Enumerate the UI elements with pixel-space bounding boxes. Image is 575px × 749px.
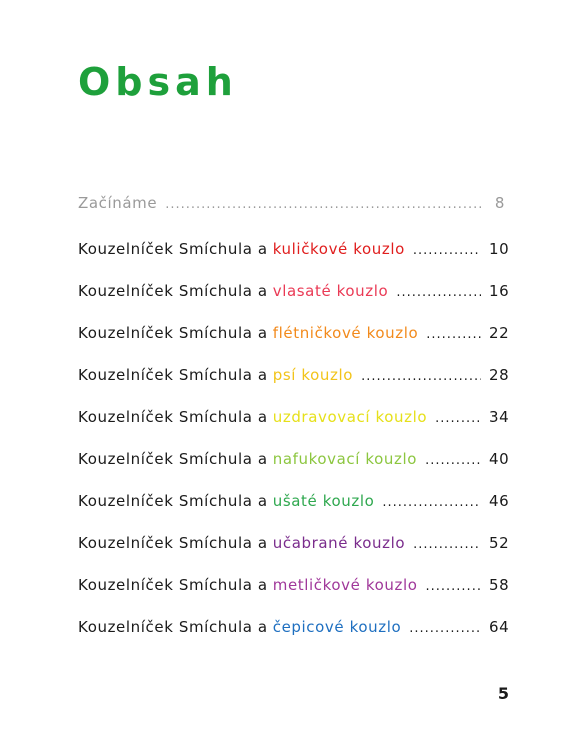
- toc-chapter-row: [78, 618, 510, 644]
- toc-leader-dots: [396, 285, 481, 300]
- chapter-page: 46: [489, 492, 510, 510]
- toc-chapter-row: [78, 576, 510, 602]
- chapter-prefix: Kouzelníček Smíchula a: [78, 492, 268, 510]
- toc-leader-dots: [426, 579, 482, 594]
- page-title: Obsah: [78, 60, 238, 104]
- toc-chapter-row: [78, 240, 510, 266]
- chapter-page: 40: [489, 450, 510, 468]
- chapter-page: 52: [489, 534, 510, 552]
- chapter-prefix: Kouzelníček Smíchula a: [78, 240, 268, 258]
- chapter-title: uzdravovací kouzlo: [272, 408, 428, 426]
- chapter-page: 28: [489, 366, 510, 384]
- toc-chapter-row: [78, 450, 510, 476]
- toc-leader-dots: [426, 327, 481, 342]
- toc-intro-label: Začínáme: [78, 194, 158, 212]
- chapter-title: čepicové kouzlo: [272, 618, 402, 636]
- toc-chapter-row: [78, 534, 510, 560]
- chapter-title: kuličkové kouzlo: [272, 240, 405, 258]
- chapter-prefix: Kouzelníček Smíchula a: [78, 534, 268, 552]
- toc-leader-dots: [382, 495, 481, 510]
- chapter-page: 64: [489, 618, 510, 636]
- chapter-title: flétničkové kouzlo: [272, 324, 419, 342]
- chapter-title: učabrané kouzlo: [272, 534, 406, 552]
- toc-chapter-row: [78, 492, 510, 518]
- chapter-prefix: Kouzelníček Smíchula a: [78, 408, 268, 426]
- chapter-page: 16: [489, 282, 510, 300]
- toc-chapter-row: [78, 366, 510, 392]
- chapter-prefix: Kouzelníček Smíchula a: [78, 282, 268, 300]
- chapter-title: ušaté kouzlo: [272, 492, 375, 510]
- toc-leader-dots: [435, 411, 481, 426]
- toc-chapter-row: [78, 408, 510, 434]
- chapter-page: 10: [489, 240, 510, 258]
- toc-leader-dots: [413, 243, 481, 258]
- toc-leader-dots: [409, 621, 481, 636]
- toc-intro-row: [78, 194, 505, 220]
- chapter-prefix: Kouzelníček Smíchula a: [78, 576, 268, 594]
- chapter-prefix: Kouzelníček Smíchula a: [78, 366, 268, 384]
- chapter-prefix: Kouzelníček Smíchula a: [78, 450, 268, 468]
- page-number: 5: [497, 684, 509, 703]
- chapter-title: psí kouzlo: [272, 366, 354, 384]
- chapter-title: vlasaté kouzlo: [272, 282, 389, 300]
- toc-leader-dots: [413, 537, 481, 552]
- chapter-prefix: Kouzelníček Smíchula a: [78, 324, 268, 342]
- toc-chapter-row: [78, 282, 510, 308]
- chapter-page: 22: [489, 324, 510, 342]
- toc-intro-page: 8: [494, 194, 505, 212]
- chapter-title: nafukovací kouzlo: [272, 450, 418, 468]
- toc-leader-dots: [425, 453, 481, 468]
- chapter-prefix: Kouzelníček Smíchula a: [78, 618, 268, 636]
- chapter-page: 58: [489, 576, 510, 594]
- toc-leader-dots: [361, 369, 481, 384]
- chapter-title: metličkové kouzlo: [272, 576, 418, 594]
- toc-chapter-row: [78, 324, 510, 350]
- chapter-page: 34: [489, 408, 510, 426]
- toc-leader-dots: [165, 197, 481, 212]
